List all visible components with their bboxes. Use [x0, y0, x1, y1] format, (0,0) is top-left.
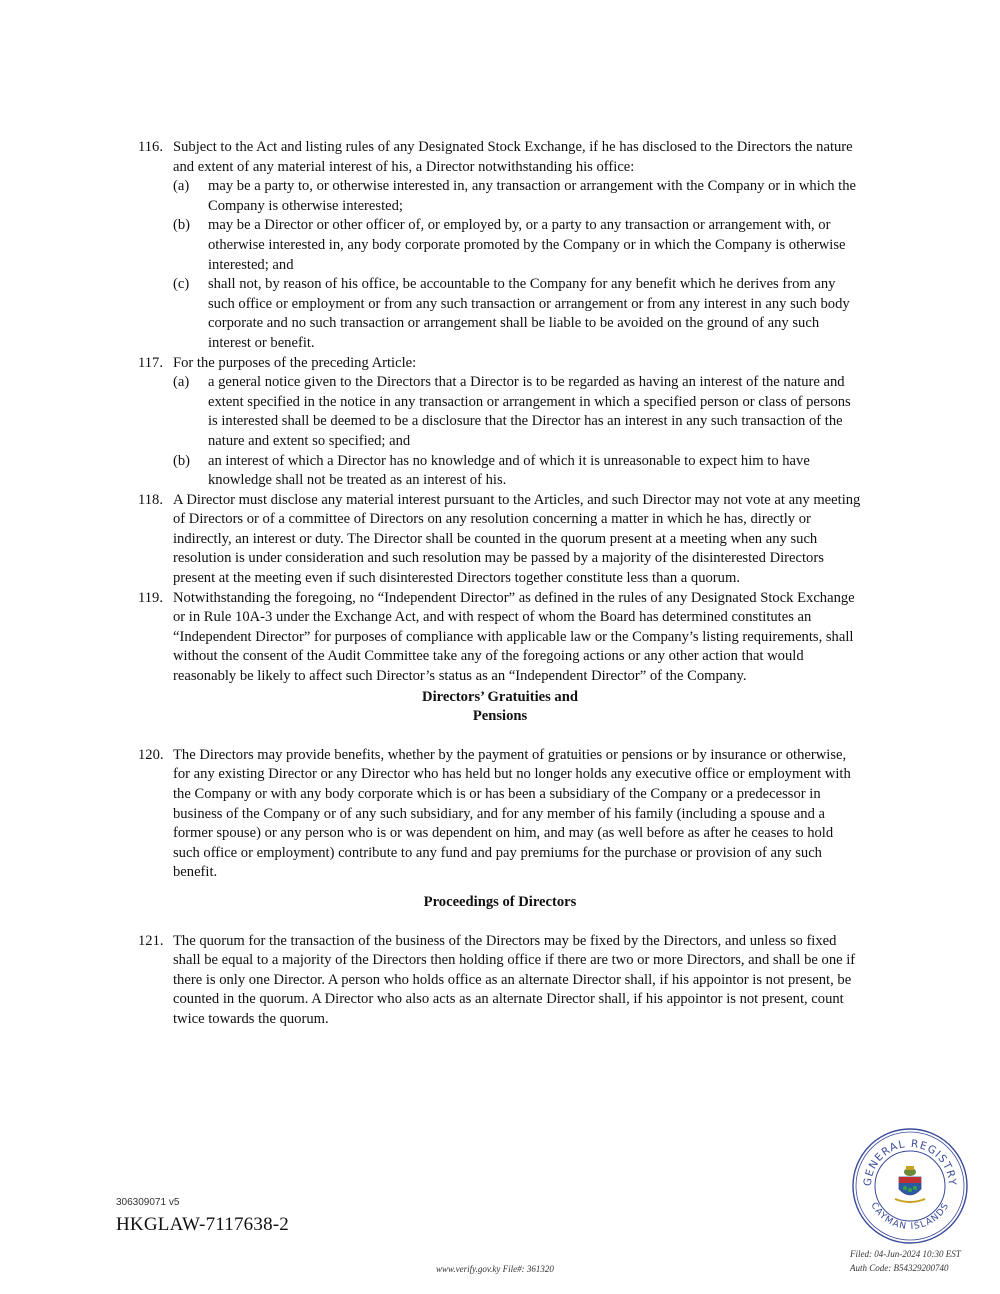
article-117 [138, 354, 862, 374]
coat-of-arms-icon [895, 1166, 925, 1202]
article-text: Subject to the Act and listing rules of any Designated Stock Exchange, if he has disclosed to the Directors the nature and extent of any material interest of his, a Director notwithstanding his office: [173, 139, 853, 175]
article-number: 117. [138, 354, 163, 371]
article-text: A Director must disclose any material interest pursuant to the Articles, and such Director may not vote at any meeting of Directors or of a committee of Directors on any resolution concerning a matter in which he has, directly or indirectly, an interest or duty. The Director shall be counted in the quorum present at a meeting when any such resolution is under consideration and such resolution may be passed by a majority of the disinterested Directors present at the meeting even if such disinterested Directors together constitute less than a quorum. [173, 491, 861, 587]
seal-bottom-text: CAYMAN ISLANDS [868, 1200, 952, 1233]
document-id: HKGLAW-7117638-2 [116, 1214, 290, 1235]
clause-label: (b) [173, 217, 191, 234]
clause-text: an interest of which a Director has no knowledge and of which it is unreasonable to expect him to have knowledge shall not be treated as an interest of his. [208, 452, 810, 489]
article-number: 118. [138, 491, 163, 508]
clause-label: (b) [173, 452, 191, 469]
section-heading-gratuities: Directors’ Gratuities and [422, 688, 578, 705]
clause-117-a [138, 373, 862, 451]
clause-text: shall not, by reason of his office, be accountable to the Company for any benefit which he derives from any such office or employment or from any such transaction or arrangement or from any interest in any such body corporate and no such transaction or arrangement shall be liable to be avoided on the ground of any such interest or benefit. [208, 276, 850, 351]
section-heading-pensions: Pensions [472, 708, 528, 725]
document-body [138, 138, 862, 1030]
clause-116-a [138, 177, 862, 216]
article-116 [138, 138, 862, 177]
clause-text: may be a Director or other officer of, or employed by, or a party to any transaction or arrangement with, or otherwise interested in, any body corporate promoted by the Company or in which the Company is otherwise interested; and [208, 217, 846, 273]
clause-text: a general notice given to the Directors that a Director is to be regarded as having an interest of the nature and extent specified in the notice in any transaction or arrangement in which a specified person or class of persons is interested shall be deemed to be a disclosure that the Director has an interest in any such transaction of the nature and extent so specified; and [208, 374, 851, 449]
article-text: The Directors may provide benefits, whether by the payment of gratuities or pensions or by insurance or otherwise, for any existing Director or any Director who has held but no longer holds any executive office or employment with the Company or with any body corporate which is or has been a subsidiary of the Company or a predecessor in business of the Company or of any such subsidiary, and for any member of his family (including a spouse and a former spouse) or any person who is or was dependent on him, and may (as well before as after he ceases to hold such office or employment) contribute to any fund and pay premiums for the purchase or provision of any such benefit. [173, 746, 851, 881]
article-number: 120. [138, 746, 164, 763]
article-text: The quorum for the transaction of the business of the Directors may be fixed by the Directors, and unless so fixed shall be equal to a majority of the Directors then holding office if there are two or more Directors, and shall be one if there is only one Director. A person who holds office as an alternate Director shall, if his appointor is not present, be counted in the quorum. A Director who also acts as an alternate Director shall, if his appointor is not present, count twice towards the quorum. [173, 932, 856, 1027]
article-text: For the purposes of the preceding Article: [173, 354, 417, 371]
document-code: 306309071 v5 [116, 1197, 180, 1208]
article-121 [138, 932, 862, 1030]
clause-117-b [138, 452, 862, 491]
clause-116-b [138, 216, 862, 275]
filed-date: Filed: 04-Jun-2024 10:30 EST [850, 1249, 961, 1259]
clause-label: (c) [173, 276, 190, 293]
article-number: 116. [138, 139, 163, 155]
article-118 [138, 491, 862, 589]
seal-top-text: GENERAL REGISTRY [861, 1137, 959, 1187]
filing-stamp [850, 1247, 961, 1275]
general-registry-seal-icon [851, 1127, 969, 1245]
verify-link: www.verify.gov.ky File#: 361320 [436, 1264, 554, 1274]
clause-label: (a) [173, 178, 190, 195]
article-text: Notwithstanding the foregoing, no “Independent Director” as defined in the rules of any Designated Stock Exchange or in Rule 10A-3 under the Exchange Act, and with respect of whom the Board has determined constitutes an “Independent Director” for purposes of compliance with applicable law or the Company’s listing requirements, shall without the consent of the Audit Committee take any of the foregoing actions or any other action that would reasonably be likely to affect such Director’s status as an “Independent Director” of the Company. [173, 589, 855, 685]
article-119 [138, 589, 862, 687]
clause-label: (a) [173, 374, 190, 391]
auth-code: Auth Code: B54329200740 [850, 1263, 949, 1273]
article-120 [138, 746, 862, 883]
clause-text: may be a party to, or otherwise interested in, any transaction or arrangement with the Company or in which the Company is otherwise interested; [208, 178, 857, 214]
article-number: 121. [138, 932, 164, 949]
article-number: 119. [138, 589, 163, 606]
clause-116-c [138, 275, 862, 353]
section-heading-proceedings: Proceedings of Directors [423, 893, 577, 910]
